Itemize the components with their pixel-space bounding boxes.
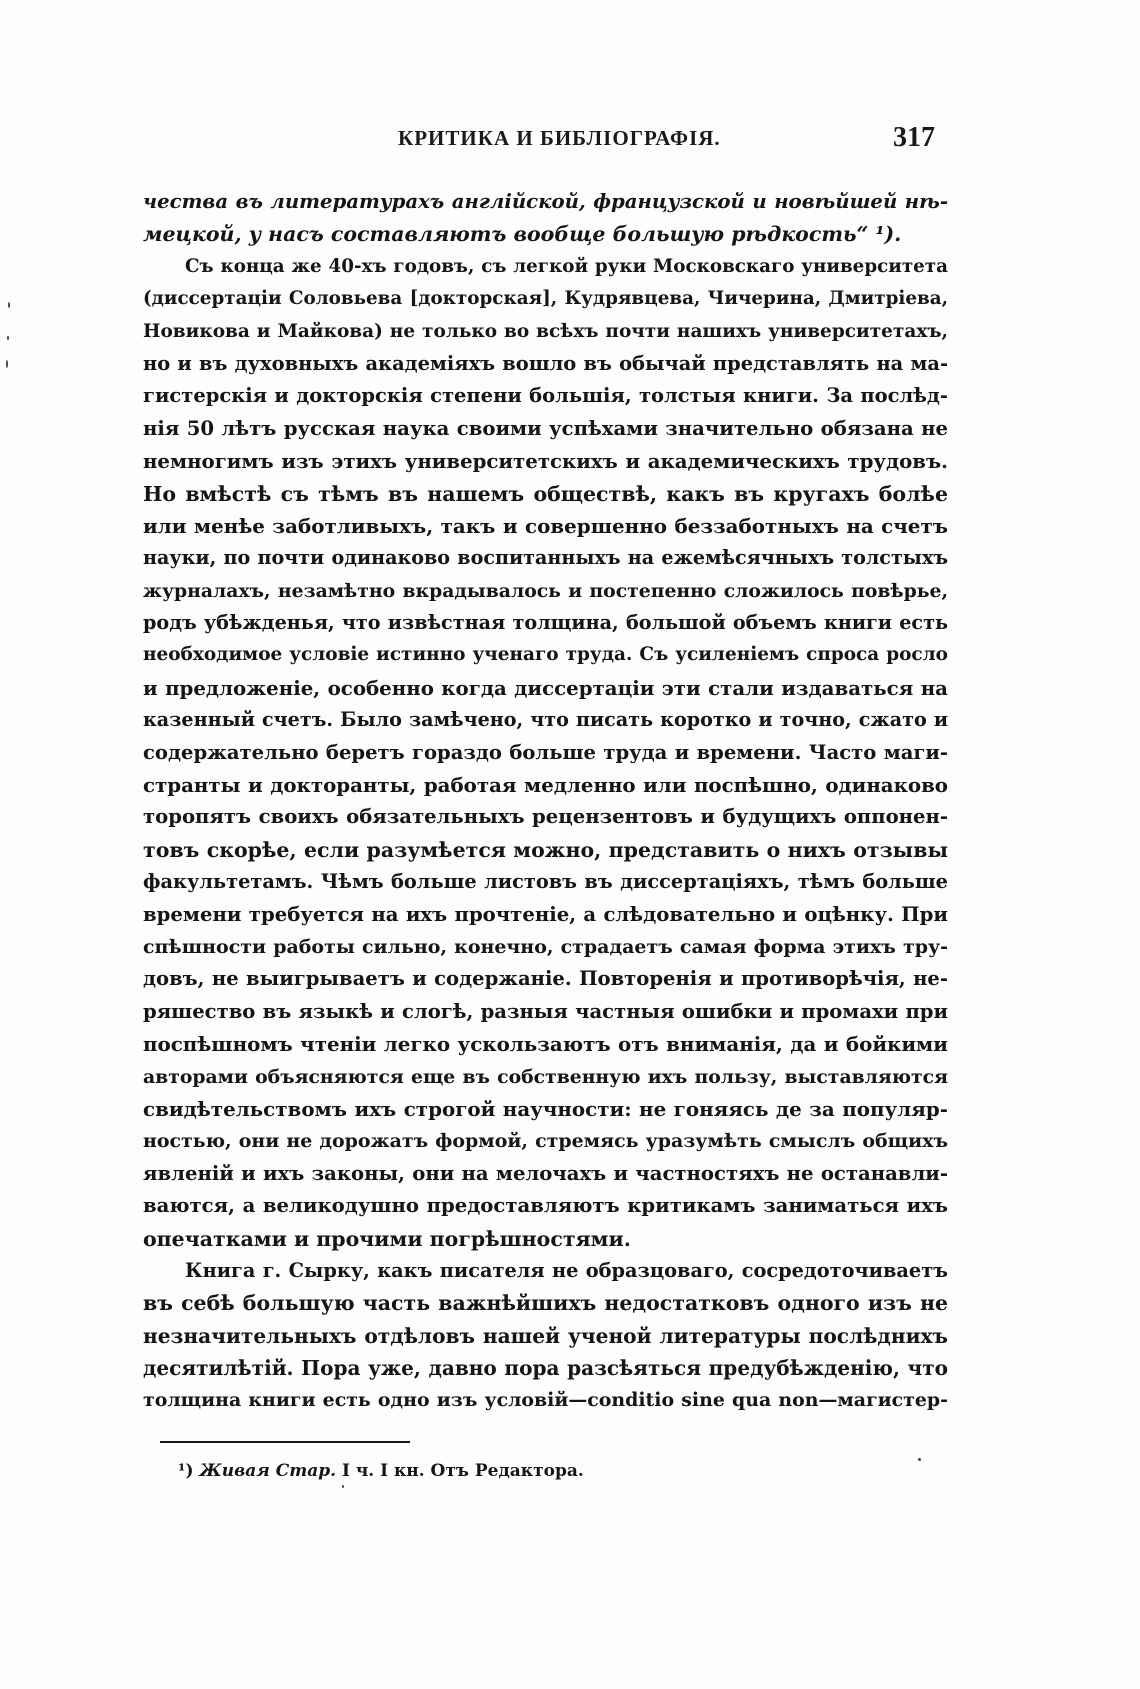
text-line: и предложеніе, особенно когда диссертаціи эти стали издаваться на (143, 675, 948, 700)
text-line: чества въ литературахъ англійской, французской и новѣйшей нѣ- (143, 190, 948, 213)
text-line: гистерскія и докторскія степени большія, толстыя книги. За послѣд- (143, 384, 948, 408)
text-line: но и въ духовныхъ академіяхъ вошло въ обычай представлять на ма- (143, 351, 948, 375)
text-line: въ себѣ большую часть важнѣйшихъ недостатковъ одного изъ не (143, 1291, 948, 1316)
text-line: спѣшности работы сильно, конечно, страдаетъ самая форма этихъ тру- (143, 935, 948, 958)
paragraph-start-line: Книга г. Сырку, какъ писателя не образцоваго, сосредоточиваетъ (185, 1258, 948, 1282)
text-line: поспѣшномъ чтеніи легко ускользаютъ отъ вниманія, да и бойкими (143, 1032, 948, 1057)
running-head: КРИТИКА И БИБЛІОГРАФІЯ. (398, 126, 721, 150)
paragraph-start-line: Съ конца же 40-хъ годовъ, съ легкой руки Московскаго университета (185, 255, 948, 277)
text-line: товъ скорѣе, если разумѣется можно, представить о нихъ отзывы (143, 837, 948, 862)
text-line: ряшество въ языкѣ и слогѣ, разныя частныя ошибки и промахи при (143, 999, 948, 1023)
text-line: торопятъ своихъ обязательныхъ рецензентовъ и будущихъ оппонен- (143, 805, 948, 829)
text-line: толщина книги есть одно изъ условій—conditio sine qua non—магистер- (143, 1389, 948, 1412)
text-line: немногимъ изъ этихъ университетскихъ и академическихъ трудовъ. (143, 449, 948, 474)
print-speck (342, 1485, 344, 1488)
footnote-marker: ¹) (178, 1461, 194, 1481)
footnote-divider (160, 1441, 410, 1443)
text-line: журналахъ, незамѣтно вкрадывалось и постепенно сложилось повѣрье, (143, 579, 948, 602)
text-line: мецкой, у насъ составляютъ вообще большую рѣдкость“ ¹). (143, 222, 902, 247)
text-line: науки, по почти одинаково воспитанныхъ на ежемѣсячныхъ толстыхъ (143, 546, 948, 570)
footnote-text: I ч. I кн. Отъ Редактора. (336, 1461, 584, 1481)
text-line: необходимое условіе истинно ученаго труда. Съ усиленіемъ спроса росло (143, 644, 948, 666)
text-line: Но вмѣстѣ съ тѣмъ въ нашемъ обществѣ, какъ въ кругахъ болѣе (143, 481, 948, 506)
text-line: ностью, они не дорожатъ формой, стремясь уразумѣть смыслъ общихъ (143, 1130, 948, 1153)
text-line: ваются, а великодушно предоставляютъ критикамъ заниматься ихъ (143, 1194, 948, 1218)
text-line: довъ, не выигрываетъ и содержаніе. Повторенія и противорѣчія, не- (143, 967, 948, 991)
footnote-source: Живая Стар. (199, 1461, 337, 1481)
text-line: Новикова и Майкова) не только во всѣхъ почти нашихъ университетахъ, (143, 320, 948, 342)
print-speck (918, 1458, 921, 1461)
text-line: факультетамъ. Чѣмъ больше листовъ въ диссертаціяхъ, тѣмъ больше (143, 870, 948, 894)
page-number: 317 (893, 122, 935, 153)
body-text (143, 186, 948, 1417)
footnote (178, 1461, 584, 1481)
print-speck (8, 302, 10, 308)
text-line: странты и докторанты, работая медленно или поспѣшно, одинаково (143, 773, 948, 798)
text-line: (диссертаціи Соловьева [докторская], Кудрявцева, Чичерина, Дмитріева, (143, 288, 948, 310)
text-line: свидѣтельствомъ ихъ строгой научности: не гоняясь де за популяр- (143, 1096, 948, 1121)
print-speck (7, 336, 9, 340)
text-line: явленій и ихъ законы, они на мелочахъ и частностяхъ не останавли- (143, 1161, 948, 1185)
paragraph-end-line: опечатками и прочими погрѣшностями. (143, 1226, 631, 1251)
text-line: казенный счетъ. Было замѣчено, что писать коротко и точно, сжато и (143, 708, 948, 732)
print-speck (6, 360, 8, 368)
text-line: или менѣе заботливыхъ, такъ и совершенно беззаботныхъ на счетъ (143, 513, 948, 538)
text-line: незначительныхъ отдѣловъ нашей ученой литературы послѣднихъ (143, 1323, 948, 1348)
text-line: нія 50 лѣтъ русская наука своими успѣхами значительно обязана не (143, 416, 948, 440)
text-line: десятилѣтій. Пора уже, давно пора разсѣяться предубѣжденію, что (143, 1356, 948, 1381)
text-line: содержательно беретъ гораздо больше труда и времени. Часто маги- (143, 740, 948, 764)
text-line: авторами объясняются еще въ собственную ихъ пользу, выставляются (143, 1065, 948, 1088)
text-line: времени требуется на ихъ прочтеніе, а слѣдовательно и оцѣнку. При (143, 902, 948, 926)
text-line: родъ убѣжденья, что извѣстная толщина, большой объемъ книги есть (143, 611, 948, 635)
